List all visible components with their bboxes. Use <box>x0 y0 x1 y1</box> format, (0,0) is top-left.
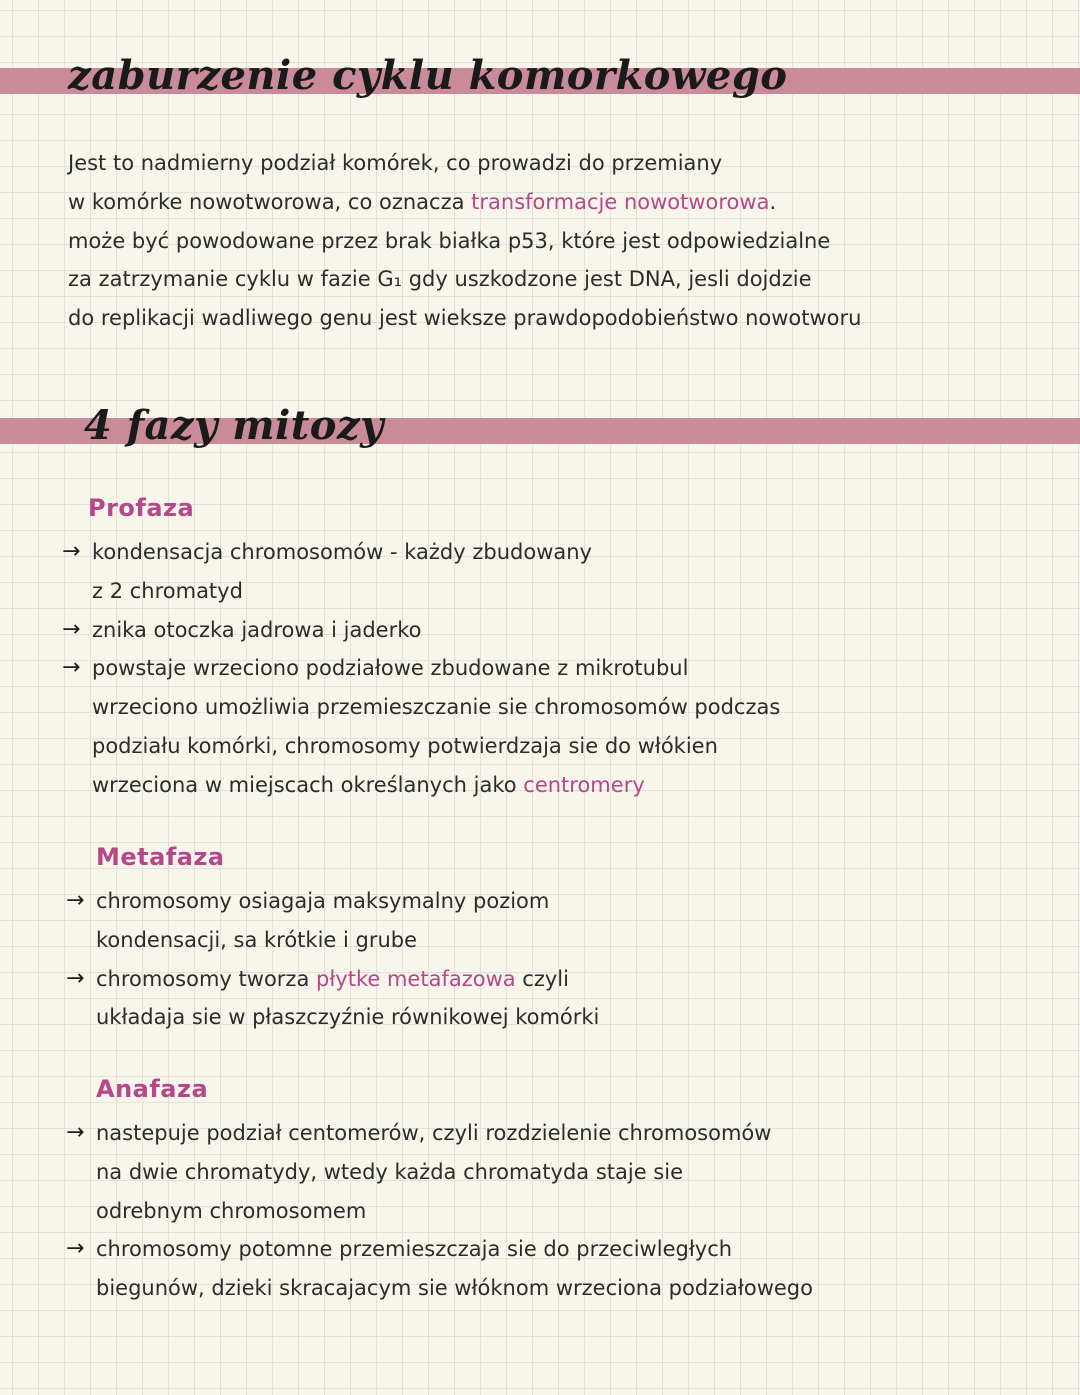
text-segment: za zatrzymanie cyklu w fazie G₁ gdy uszkodzone jest DNA, jesli dojdzie <box>68 267 812 292</box>
text-segment: chromosomy potomne przemieszczaja sie do przeciwległych <box>96 1237 733 1262</box>
text-line <box>68 299 861 338</box>
text-line <box>96 1230 813 1269</box>
text-line <box>92 727 780 766</box>
arrow-right-icon: → <box>62 655 81 681</box>
text-segment: Jest to nadmierny podział komórek, co prowadzi do przemiany <box>68 151 723 175</box>
highlighted-term: transformacje nowotworowa <box>471 189 770 214</box>
phase-title: Profaza <box>88 494 195 522</box>
text-segment: odrebnym chromosomem <box>96 1198 367 1223</box>
bullet-item <box>66 960 600 1038</box>
text-segment: . <box>769 189 777 214</box>
bullet-item <box>62 533 780 611</box>
text-segment: znika otoczka jadrowa i jaderko <box>92 617 422 642</box>
arrow-right-icon: → <box>62 539 81 564</box>
text-segment: chromosomy osiagaja maksymalny poziom <box>96 889 550 913</box>
text-segment: z 2 chromatyd <box>92 578 243 603</box>
highlighted-term: centromery <box>523 772 645 797</box>
text-segment: podziału komórki, chromosomy potwierdzaja sie do włókien <box>92 733 718 758</box>
text-line <box>68 183 861 222</box>
arrow-right-icon: → <box>66 888 85 913</box>
bullet-item <box>66 1114 813 1230</box>
text-line <box>68 260 861 299</box>
text-line <box>96 921 599 960</box>
text-line <box>96 882 599 921</box>
text-line <box>92 766 780 805</box>
text-line <box>68 144 861 183</box>
bullet-item <box>62 611 780 650</box>
arrow-right-icon: → <box>66 965 85 991</box>
text-line <box>96 1269 813 1308</box>
text-segment: w komórke nowotworowa, co oznacza <box>68 189 472 214</box>
phase-title: Anafaza <box>96 1075 209 1103</box>
text-line <box>92 572 780 611</box>
text-segment: może być powodowane przez brak białka p53, które jest odpowiedzialne <box>68 228 831 253</box>
text-line <box>96 1114 813 1153</box>
text-line <box>96 960 599 999</box>
section-title: 4 fazy mitozy <box>84 402 384 449</box>
section-paragraph <box>68 144 861 338</box>
text-segment: na dwie chromatydy, wtedy każda chromatyda staje sie <box>96 1159 683 1184</box>
text-line <box>68 222 861 261</box>
phase-title: Metafaza <box>96 843 225 871</box>
text-segment: czyli <box>515 966 569 991</box>
bullet-item <box>62 649 781 804</box>
text-segment: do replikacji wadliwego genu jest wieksze prawdopodobieństwo nowotworu <box>68 306 862 331</box>
text-segment: biegunów, dzieki skracajacym sie włóknom wrzeciona podziałowego <box>96 1276 813 1301</box>
section-title: zaburzenie cyklu komorkowego <box>68 52 788 99</box>
text-segment: kondensacja chromosomów - każdy zbudowany <box>92 540 592 564</box>
phase-items <box>66 1114 813 1308</box>
text-line <box>96 1153 813 1192</box>
phase-items <box>66 882 600 1037</box>
text-line <box>96 998 599 1037</box>
text-line <box>92 649 780 688</box>
arrow-right-icon: → <box>62 616 81 642</box>
text-segment: układaja sie w płaszczyźnie równikowej komórki <box>96 1005 600 1030</box>
text-line <box>92 611 780 650</box>
text-line <box>96 1192 813 1231</box>
bullet-item <box>66 1230 813 1308</box>
text-line <box>92 533 780 572</box>
arrow-right-icon: → <box>66 1120 85 1145</box>
text-line <box>92 688 780 727</box>
text-segment: wrzeciona w miejscach określanych jako <box>92 772 524 797</box>
text-segment: wrzeciono umożliwia przemieszczanie sie chromosomów podczas <box>92 695 781 720</box>
highlighted-term: płytke metafazowa <box>316 966 516 991</box>
text-segment: powstaje wrzeciono podziałowe zbudowane z mikrotubul <box>92 656 689 681</box>
text-segment: chromosomy tworza <box>96 966 316 991</box>
arrow-right-icon: → <box>66 1236 85 1262</box>
text-segment: kondensacji, sa krótkie i grube <box>96 927 418 952</box>
text-segment: nastepuje podział centomerów, czyli rozdzielenie chromosomów <box>96 1121 772 1145</box>
bullet-item <box>66 882 599 960</box>
phase-items <box>62 533 781 805</box>
